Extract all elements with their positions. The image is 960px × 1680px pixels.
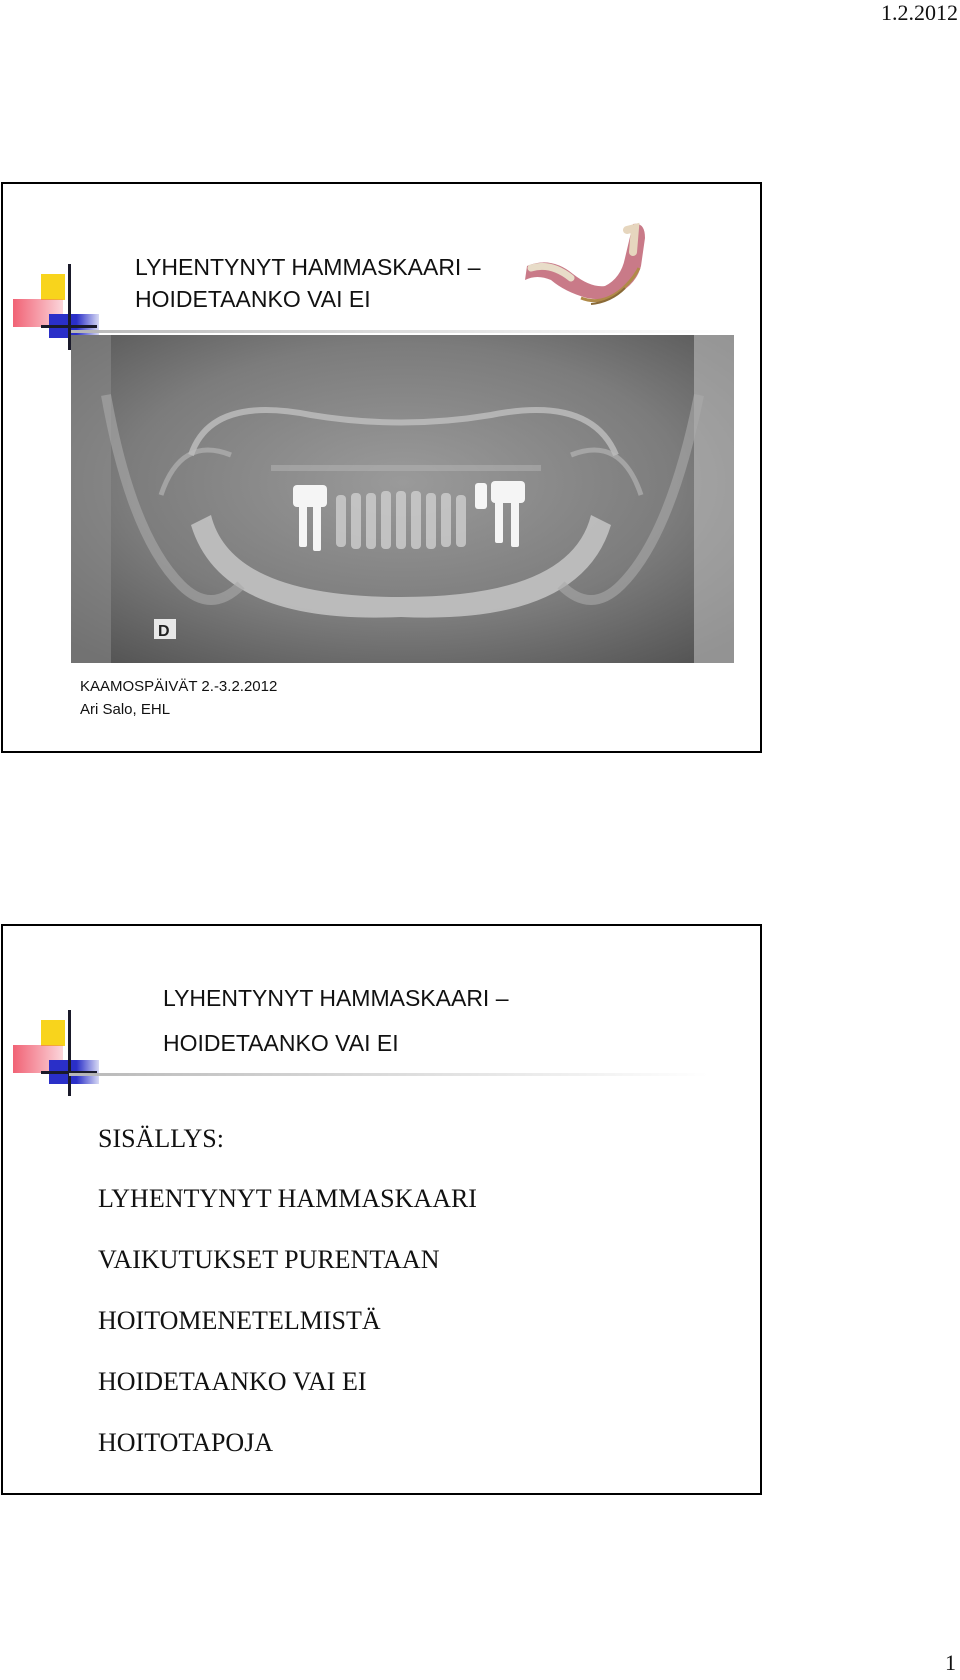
contents-item: HOIDETAANKO VAI EI	[98, 1367, 367, 1396]
slide-title-line2: HOIDETAANKO VAI EI	[163, 1030, 399, 1056]
title-divider	[71, 330, 731, 333]
partial-denture-image	[521, 218, 647, 310]
panoramic-xray-image	[71, 335, 734, 663]
page-date: 1.2.2012	[881, 0, 958, 25]
slide-contents	[1, 924, 762, 1495]
slide-title-line2: HOIDETAANKO VAI EI	[135, 286, 371, 312]
contents-list	[98, 1186, 477, 1491]
contents-item: VAIKUTUKSET PURENTAAN	[98, 1245, 440, 1274]
xray-marker-label: D	[158, 623, 170, 640]
contents-heading: SISÄLLYS:	[98, 1124, 224, 1153]
title-divider	[69, 1073, 709, 1076]
page-number: 1	[945, 1650, 956, 1675]
slide-title	[1, 182, 762, 753]
slide-logo	[5, 1008, 100, 1098]
contents-item: HOITOMENETELMISTÄ	[98, 1306, 381, 1335]
event-label: KAAMOSPÄIVÄT 2.-3.2.2012	[80, 678, 278, 695]
slide-title-line1: LYHENTYNYT HAMMASKAARI –	[135, 254, 481, 280]
contents-item: LYHENTYNYT HAMMASKAARI	[98, 1184, 477, 1213]
slide-title-line1: LYHENTYNYT HAMMASKAARI –	[163, 985, 509, 1011]
author-label: Ari Salo, EHL	[80, 701, 171, 718]
contents-item: HOITOTAPOJA	[98, 1428, 274, 1457]
